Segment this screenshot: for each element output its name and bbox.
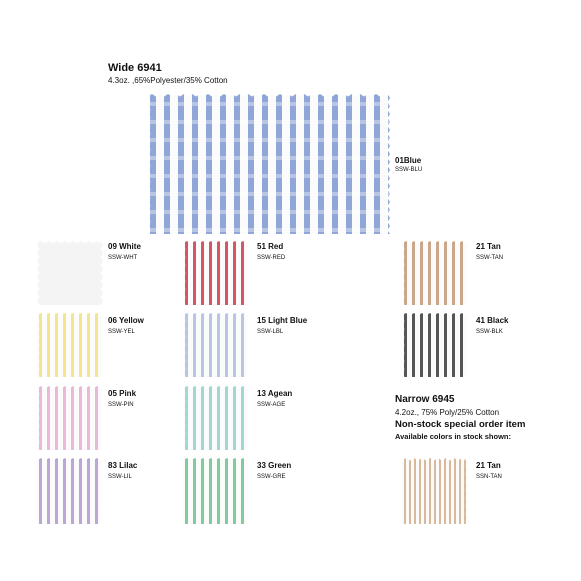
swatch-name: 83 Lilac (108, 461, 138, 470)
swatch-code: SSW-TAN (476, 255, 504, 261)
swatch-light-blue (183, 313, 249, 377)
swatch-code: SSW-YEL (108, 329, 135, 335)
narrow-subtitle: 4.2oz., 75% Poly/25% Cotton (395, 408, 500, 417)
swatch-code: SSW-AGE (257, 402, 286, 408)
swatch-name: 33 Green (257, 461, 292, 470)
swatch-code: SSW-BLK (476, 329, 503, 335)
swatch-code: SSW-PIN (108, 402, 134, 408)
swatch-code: SSW-GRE (257, 474, 286, 480)
swatch-narrow-tan (402, 458, 468, 524)
narrow-title: Narrow 6945 (395, 394, 455, 405)
swatch-code: SSW-RED (257, 255, 286, 261)
swatch-black (402, 313, 468, 377)
swatch-name: 09 White (108, 242, 141, 251)
swatch-white (37, 241, 103, 305)
swatch-name: 21 Tan (476, 242, 501, 251)
main-swatch-code: SSW-BLU (395, 167, 423, 173)
swatch-green (183, 458, 249, 524)
swatch-lilac (37, 458, 103, 524)
main-swatch-name: 01Blue (395, 156, 422, 165)
swatch-name: 05 Pink (108, 389, 137, 398)
narrow-special-order: Non-stock special order item (395, 419, 526, 430)
swatch-name: 51 Red (257, 242, 284, 251)
swatch-tan (402, 241, 468, 305)
swatch-code: SSN-TAN (476, 474, 502, 480)
swatch-name: 41 Black (476, 316, 509, 325)
swatch-code: SSW-LBL (257, 329, 284, 335)
swatch-code: SSW-WHT (108, 255, 138, 261)
swatch-red (183, 241, 249, 305)
swatch-name: 06 Yellow (108, 316, 144, 325)
swatch-code: SSW-LIL (108, 474, 132, 480)
swatch-name: 15 Light Blue (257, 316, 308, 325)
wide-subtitle: 4.3oz. ,65%Polyester/35% Cotton (108, 76, 228, 85)
wide-title: Wide 6941 (108, 62, 162, 74)
swatch-yellow (37, 313, 103, 377)
main-swatch-blue (148, 94, 390, 234)
swatch-name: 21 Tan (476, 461, 501, 470)
swatch-agean (183, 386, 249, 450)
narrow-available: Available colors in stock shown: (395, 432, 512, 441)
swatch-pink (37, 386, 103, 450)
swatch-name: 13 Agean (257, 389, 293, 398)
